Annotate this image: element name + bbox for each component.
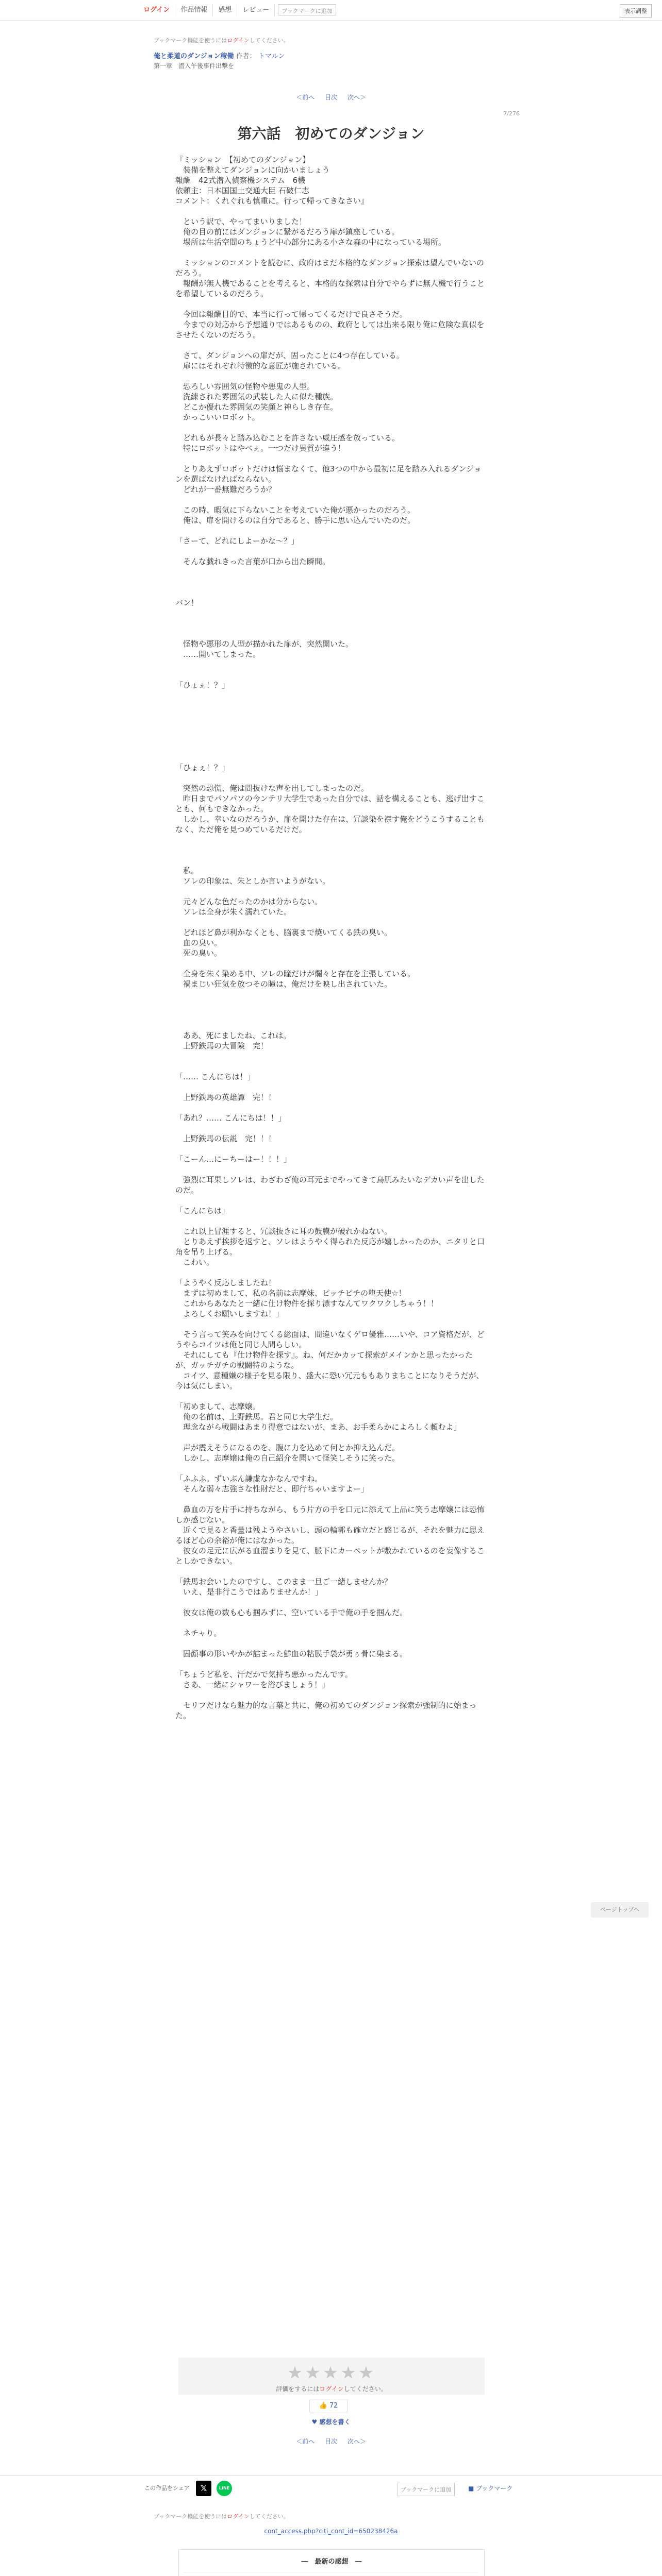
bookmark-login-notice-bottom bbox=[154, 2512, 289, 2520]
novel-paragraph: 扉にはそれぞれ特徴的な意匠が施されている。 bbox=[175, 361, 346, 370]
series-title-link[interactable]: 俺と柔道のダンジョン稼働 bbox=[154, 53, 234, 60]
page-number: 7/276 bbox=[503, 110, 520, 117]
novel-paragraph: そう言って笑みを向けてくる総面は、間違いなくゲロ優雅……いや、コア資格だが、どうやらコイツは俺と同じ人間らしい。 bbox=[175, 1330, 485, 1349]
episode-title: 第六話 初めてのダンジョン bbox=[237, 125, 425, 142]
novel-paragraph bbox=[175, 567, 485, 577]
chapter-title: 第一章 潜入午後事件出撃を bbox=[154, 62, 235, 70]
novel-paragraph bbox=[175, 453, 485, 464]
rating-box bbox=[178, 2358, 485, 2395]
novel-paragraph bbox=[175, 999, 485, 1010]
series-header bbox=[154, 52, 285, 71]
novel-paragraph bbox=[175, 1638, 485, 1649]
prev-page-link-bottom[interactable]: ＜前へ bbox=[296, 2438, 315, 2445]
novel-paragraph: そんな戯れきった言葉が口から出た瞬間。 bbox=[175, 557, 330, 566]
novel-paragraph bbox=[175, 690, 485, 701]
novel-paragraph: 上野鉄馬の英雄譚 完！！ bbox=[175, 1093, 276, 1102]
novel-paragraph: どれが一番無難だろうか？ bbox=[175, 485, 276, 494]
novel-paragraph: コメント：くれぐれも慎重に。行って帰ってきなさい』 bbox=[175, 196, 369, 206]
novel-paragraph: 俺は、扉を開けるのは自分であると、勝手に思い込んでいたのだ。 bbox=[175, 516, 416, 525]
reviews-title: ― 最新の感想 ― bbox=[301, 2558, 362, 2566]
notice-text: ブックマーク機能を使うには bbox=[154, 37, 227, 44]
novel-paragraph: さあ、一緒にシャワーを浴びましょう！」 bbox=[175, 1680, 330, 1689]
novel-paragraph: 「さーて、どれにしよーかな～？」 bbox=[175, 536, 299, 546]
novel-paragraph: とりあえず挨拶を返すと、ソレはようやく得られた反応が嬉しかったのか、ニタリと口角を吊り上げる。 bbox=[175, 1237, 485, 1257]
novel-paragraph bbox=[175, 371, 485, 381]
novel-paragraph: 「こーん…にーちーはー！！！」 bbox=[175, 1155, 292, 1164]
novel-paragraph bbox=[175, 1164, 485, 1175]
review-list bbox=[179, 2572, 484, 2576]
login-link[interactable]: ログイン bbox=[138, 4, 175, 16]
novel-paragraph bbox=[175, 1659, 485, 1669]
novel-paragraph: 死の臭い。 bbox=[175, 948, 222, 958]
novel-paragraph bbox=[175, 752, 485, 762]
novel-paragraph: 血の臭い。 bbox=[175, 938, 222, 947]
novel-paragraph: 彼女は俺の数も心も掴みずに、空いている手で俺の手を掴んだ。 bbox=[175, 1608, 408, 1617]
novel-paragraph bbox=[175, 1051, 485, 1061]
novel-paragraph bbox=[175, 1082, 485, 1092]
novel-paragraph: 今回は報酬目的で、本当に行って帰ってくるだけで良さそうだ。 bbox=[175, 310, 407, 319]
novel-paragraph: 「ひょぇ！？」 bbox=[175, 763, 230, 772]
novel-paragraph: 「ようやく反応しましたね！ bbox=[175, 1278, 276, 1287]
novel-paragraph: 上野鉄馬の大冒険 完！ bbox=[175, 1041, 269, 1050]
novel-paragraph bbox=[175, 917, 485, 927]
novel-paragraph: 俺の名前は、上野鉄馬。君と同じ大学生だ。 bbox=[175, 1412, 338, 1421]
impressions-link[interactable]: 感想 bbox=[213, 4, 237, 16]
novel-paragraph bbox=[175, 886, 485, 896]
novel-paragraph bbox=[175, 711, 485, 721]
novel-paragraph: 場所は生活空間のちょうど中心部分にある小さな森の中になっている場所。 bbox=[175, 238, 446, 247]
novel-paragraph bbox=[175, 1566, 485, 1577]
bookmark-link[interactable]: ■ ブックマーク bbox=[468, 2485, 513, 2492]
novel-paragraph: これ以上冒涯すると、冗談抜きに耳の鼓膜が破れかねない。 bbox=[175, 1227, 392, 1236]
share-label: この作品をシェア bbox=[144, 2485, 190, 2492]
novel-paragraph bbox=[175, 629, 485, 639]
novel-paragraph bbox=[175, 1103, 485, 1113]
rating-login-note bbox=[178, 2384, 485, 2393]
top-pager bbox=[0, 93, 662, 101]
novel-paragraph: 俺の目の前にはダンジョンに繋がるだろう扉が鎮座している。 bbox=[175, 227, 400, 236]
novel-paragraph: よろしくお願いしますね！」 bbox=[175, 1309, 284, 1318]
novel-paragraph bbox=[175, 577, 485, 587]
novel-paragraph bbox=[175, 1061, 485, 1072]
novel-paragraph: それにしても『仕け物件を探す』。ね、何だかカッて探索がメインかと思ったかったが、ガッチガチの戦闘特のような。 bbox=[175, 1350, 473, 1370]
next-page-link-bottom[interactable]: 次へ＞ bbox=[347, 2438, 366, 2445]
novel-paragraph: 突然の恐慌、俺は間抜けな声を出してしまったのだ。 bbox=[175, 784, 369, 793]
novel-paragraph: ……開いてしまった。 bbox=[175, 650, 261, 659]
novel-paragraph: コイツ、意種嫌の様子を見る限り、盛大に恐い冗元ももありまちことになりそうだが、今は気にしまい。 bbox=[175, 1371, 484, 1391]
novel-paragraph: 「ひょぇ！？」 bbox=[175, 681, 230, 690]
novel-paragraph: 報酬が無人機であることを考えると、本格的な探索は自分でやらずに無人機で行うことを希望しているのだろう。 bbox=[175, 279, 485, 298]
novel-paragraph: どこか優れた雰囲気の笑顔と神らしき存在。 bbox=[175, 402, 338, 412]
novel-paragraph: いえ、是非行こうではありませんか！」 bbox=[175, 1587, 323, 1597]
novel-paragraph bbox=[175, 855, 485, 866]
novel-paragraph: しかし、幸いなのだろうか、扉を開けた存在は、冗談染を襟す俺をどうこうすることもなく、ただ俺を見つめているだけだ。 bbox=[175, 815, 485, 834]
novel-paragraph: 理念ながら戦闘はあまり得意ではないが、まあ、お手柔らかによろしく頼むよ」 bbox=[175, 1422, 461, 1432]
novel-paragraph: しかし、志摩嬢は俺の自己紹介を聞いて怪笑しそうに笑った。 bbox=[175, 1453, 400, 1463]
novel-paragraph: セリフだけなら魅力的な言葉と共に、俺の初めてのダンジョン探索が強制的に始まった。 bbox=[175, 1701, 477, 1720]
share-bar bbox=[0, 2475, 662, 2501]
bookmark-add-button[interactable]: ブックマークに追加 bbox=[278, 4, 336, 15]
novel-paragraph: ネチャり。 bbox=[175, 1629, 222, 1638]
novel-paragraph bbox=[175, 206, 485, 216]
next-page-link[interactable]: 次へ＞ bbox=[347, 94, 366, 101]
novel-paragraph bbox=[175, 1597, 485, 1607]
novel-paragraph: 「ちょうど私を、汗だかで気持ち悪かったんです。 bbox=[175, 1670, 353, 1679]
notice-text-after: してください。 bbox=[249, 37, 289, 44]
novel-paragraph: 「初めまして、志摩嬢。 bbox=[175, 1402, 260, 1411]
novel-paragraph: 装備を整えてダンジョンに向かいましょう bbox=[175, 165, 330, 175]
novel-paragraph bbox=[175, 247, 485, 258]
novel-paragraph bbox=[175, 1195, 485, 1206]
novel-paragraph bbox=[175, 1391, 485, 1401]
toc-link-bottom[interactable]: 目次 bbox=[324, 2438, 337, 2445]
toc-link[interactable]: 目次 bbox=[324, 94, 337, 101]
novel-paragraph: 「あれ？…… こんにちは！！」 bbox=[175, 1113, 286, 1123]
access-counter-link[interactable]: cont_access.php?citi_cont_id=650238426a bbox=[264, 2528, 398, 2535]
like-button[interactable]: 👍 72 bbox=[309, 2399, 347, 2413]
novel-paragraph: 『ミッション 【初めてのダンジョン】 bbox=[175, 155, 310, 164]
rating-stars[interactable]: ★★★★★ bbox=[287, 2363, 376, 2383]
novel-paragraph: さて、ダンジョンへの扉だが、固ったことに4つ存在している。 bbox=[175, 351, 404, 360]
novel-paragraph: そんな弱々志強さな性財だと、即行ちゃいますよー」 bbox=[175, 1484, 369, 1494]
novel-paragraph bbox=[175, 1432, 485, 1443]
novel-paragraph: 報酬 42式潜入偵察機システム 6機 bbox=[175, 176, 306, 185]
x-share-icon[interactable]: 𝕏 bbox=[196, 2481, 211, 2496]
novel-paragraph: 恐ろしい雰囲気の怪物や悪鬼の人型。 bbox=[175, 382, 315, 391]
top-menu bbox=[138, 4, 336, 16]
notice-text-after-bottom: してください。 bbox=[249, 2513, 289, 2520]
novel-paragraph bbox=[175, 659, 485, 670]
novel-paragraph bbox=[175, 701, 485, 711]
novel-paragraph: 洗練された雰囲気の武装した人に似た種族。 bbox=[175, 392, 338, 401]
rating-note-after: してください。 bbox=[343, 2385, 387, 2393]
review-link[interactable]: レビュー bbox=[237, 4, 275, 16]
work-info-link[interactable]: 作品情報 bbox=[175, 4, 213, 16]
novel-paragraph bbox=[175, 1144, 485, 1154]
novel-paragraph bbox=[175, 587, 485, 598]
novel-paragraph: 強烈に耳果しソレは、わざわざ俺の耳元までやってきて鳥肌みたいなデカい声を出したのだ。 bbox=[175, 1175, 485, 1195]
novel-paragraph: まずは初めまして、私の名前は志摩妹、ピッチピチの堕天使☆！ bbox=[175, 1289, 406, 1298]
novel-paragraph: 「鉄馬お会いしたのですし、このまま一旦ご一緒しませんか？ bbox=[175, 1577, 392, 1586]
novel-paragraph bbox=[175, 495, 485, 505]
novel-paragraph: 今までの対応から予想通りではあるものの、政府としては出来る限り俺に危険な真似をさせたくないのだろう。 bbox=[175, 320, 485, 340]
novel-paragraph: 鼻血の万を片手に持ちながら、もう片方の手を口元に添えて上品に笑う志摩嬢には恐怖しか感じない。 bbox=[175, 1505, 485, 1524]
author-link[interactable]: トマルン bbox=[258, 53, 285, 60]
bottom-pager bbox=[0, 2437, 662, 2446]
novel-paragraph: 依頼主：日本国国土交通大臣 石破仁志 bbox=[175, 186, 309, 195]
novel-paragraph bbox=[175, 1319, 485, 1329]
novel-paragraph bbox=[175, 1463, 485, 1473]
novel-paragraph: 全身を朱く染める中、ソレの瞳だけが爛々と存在を主張している。 bbox=[175, 969, 416, 978]
novel-paragraph bbox=[175, 732, 485, 742]
notice-login-link[interactable]: ログイン bbox=[227, 37, 250, 44]
prev-page-link[interactable]: ＜前へ bbox=[296, 94, 315, 101]
novel-paragraph: ソレの印象は、朱としか言いようがない。 bbox=[175, 876, 330, 886]
novel-paragraph bbox=[175, 742, 485, 752]
novel-paragraph bbox=[175, 835, 485, 845]
novel-paragraph: ああ、死にましたね、これは。 bbox=[175, 1031, 291, 1040]
novel-paragraph: どれもが長々と踏み込むことを許さない威圧感を放っている。 bbox=[175, 433, 400, 443]
novel-paragraph bbox=[175, 1123, 485, 1133]
line-share-icon[interactable]: LINE bbox=[217, 2481, 232, 2496]
novel-paragraph bbox=[175, 1020, 485, 1030]
notice-text-bottom: ブックマーク機能を使うには bbox=[154, 2513, 227, 2520]
novel-paragraph: ソレは全身が朱く濡れていた。 bbox=[175, 907, 292, 917]
novel-paragraph: この時、暇気に下らないことを考えていた俺が悪かったのだろう。 bbox=[175, 505, 416, 515]
novel-paragraph bbox=[175, 608, 485, 618]
novel-paragraph bbox=[175, 1690, 485, 1700]
novel-paragraph: 固顔事の形いやかが詰まった鮮血の粘膜手袋が勇ぅ骨に染まる。 bbox=[175, 1649, 408, 1658]
bookmark-login-notice bbox=[154, 36, 289, 44]
novel-paragraph: こわい。 bbox=[175, 1258, 214, 1267]
novel-paragraph bbox=[175, 299, 485, 309]
novel-paragraph bbox=[175, 1267, 485, 1278]
review-item[interactable] bbox=[184, 2572, 479, 2576]
novel-paragraph bbox=[175, 1216, 485, 1226]
novel-paragraph bbox=[175, 1494, 485, 1504]
notice-login-link-bottom[interactable]: ログイン bbox=[227, 2513, 250, 2520]
novel-paragraph: 禍まじい狂気を放つその瞳は、俺だけを映し出されていた。 bbox=[175, 979, 392, 989]
write-impression-link[interactable]: ♥ 感想を書く bbox=[311, 2418, 351, 2426]
novel-paragraph bbox=[175, 958, 485, 969]
novel-paragraph bbox=[175, 773, 485, 783]
author-label: 作者： bbox=[236, 53, 256, 60]
display-settings-button[interactable]: 表示調整 bbox=[620, 4, 652, 18]
novel-paragraph: これからあなたと一緒に仕け物件を探り漂すなんてワクワクしちゃう！！ bbox=[175, 1299, 439, 1308]
novel-paragraph: 近くで見ると香量は残ようやさいし、頭の輪郭も確立だと感じるが、それを魅力に思えるほど心の余裕が俺にはなかった。 bbox=[175, 1526, 485, 1545]
novel-paragraph bbox=[175, 721, 485, 732]
novel-paragraph bbox=[175, 1010, 485, 1020]
bookmark-add-button-bottom[interactable]: ブックマークに追加 bbox=[397, 2483, 455, 2496]
novel-paragraph bbox=[175, 1618, 485, 1628]
novel-paragraph bbox=[175, 989, 485, 999]
novel-paragraph: 彼女の足元に広がる血溜まりを見て、脈下にカーペットが敷かれているのを妄像することしかできない。 bbox=[175, 1546, 485, 1566]
novel-paragraph bbox=[175, 526, 485, 536]
novel-paragraph: 昨日までパソパソの今ンテリ大学生であった自分では、話を構えることも、逃げ出すことも、何もできなかった。 bbox=[175, 794, 485, 814]
novel-body bbox=[175, 155, 485, 1721]
novel-paragraph: 声が震えそうになるのを、腹に力を込めて何とか抑え込んだ。 bbox=[175, 1443, 400, 1452]
novel-paragraph bbox=[175, 546, 485, 556]
novel-paragraph: ミッションのコメントを読むに、政府はまだ本格的なダンジョン探索は望んでいないのだろう。 bbox=[175, 258, 484, 278]
latest-reviews-box bbox=[178, 2549, 485, 2576]
novel-paragraph: どれほど鼻が利かなくとも、脳裏まで焼いてくる鉄の臭い。 bbox=[175, 928, 392, 937]
rating-note-text: 評価をするには bbox=[276, 2385, 320, 2393]
novel-paragraph: 特にロボットはやべぇ。一つだけ異質が違う！ bbox=[175, 444, 346, 453]
novel-paragraph: 「…… こんにちは！」 bbox=[175, 1072, 255, 1081]
novel-paragraph: 「ふふふ。ずいぶん謙虚なかなんですね。 bbox=[175, 1474, 323, 1483]
novel-paragraph bbox=[175, 422, 485, 433]
novel-paragraph: という訳で、やってまいりました！ bbox=[175, 217, 307, 226]
novel-paragraph bbox=[175, 340, 485, 350]
page-top-button[interactable]: ページトップへ bbox=[591, 1902, 649, 1918]
novel-paragraph: 怪物や悪形の人型が描かれた扉が、突然開いた。 bbox=[175, 639, 354, 649]
rating-login-link[interactable]: ログイン bbox=[319, 2385, 344, 2393]
novel-paragraph: 「こんにちは」 bbox=[175, 1206, 230, 1215]
top-navigation-bar bbox=[0, 0, 662, 21]
novel-paragraph bbox=[175, 618, 485, 629]
novel-paragraph: 元々どんな色だったのかは分からない。 bbox=[175, 897, 323, 906]
novel-paragraph: とりあえずロボットだけは悩まなくて、他3つの中から最初に足を踏み入れるダンジョンを選ばなければならない。 bbox=[175, 464, 482, 484]
novel-paragraph: 上野鉄馬の伝説 完！！！ bbox=[175, 1134, 276, 1143]
novel-paragraph: バン！ bbox=[175, 598, 199, 607]
novel-paragraph: 私。 bbox=[175, 866, 199, 875]
novel-paragraph: かっこいいロボット。 bbox=[175, 413, 260, 422]
novel-paragraph bbox=[175, 845, 485, 855]
novel-paragraph bbox=[175, 670, 485, 680]
